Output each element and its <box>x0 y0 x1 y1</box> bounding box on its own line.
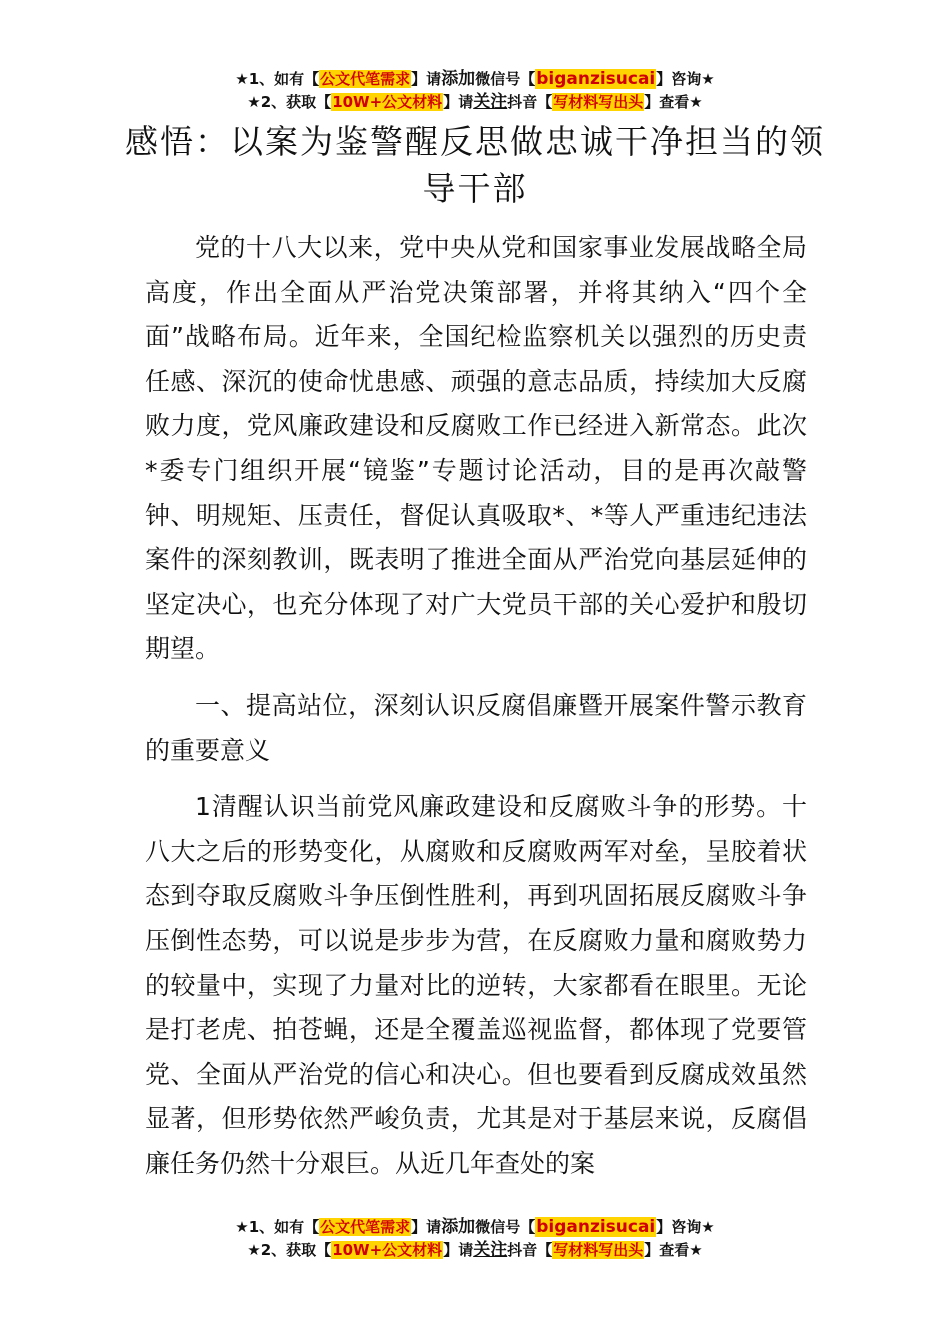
banner-emphasis: 添加 <box>441 1217 476 1237</box>
banner-line-1 <box>0 1216 950 1239</box>
banner-text: 抖音【 <box>507 1241 553 1259</box>
banner-line-1 <box>0 68 950 91</box>
banner-douyin-id: 写材料写出头 <box>553 1241 644 1259</box>
banner-douyin-id: 写材料写出头 <box>553 93 644 111</box>
banner-wechat-id: biganzisucai <box>536 69 656 89</box>
section-heading: 一、提高站位，深刻认识反腐倡廉暨开展案件警示教育的重要意义 <box>145 690 807 765</box>
banner-line-2 <box>0 91 950 114</box>
banner-text: 微信号【 <box>475 70 536 88</box>
banner-text: 】咨询★ <box>656 70 715 88</box>
banner-highlight: 10W+公文材料 <box>332 1241 443 1259</box>
banner-text: 】查看★ <box>644 1241 703 1259</box>
banner-highlight: 公文代笔需求 <box>320 1218 411 1236</box>
banner-text: 】查看★ <box>644 93 703 111</box>
banner-highlight: 10W+公文材料 <box>332 93 443 111</box>
banner-text: 微信号【 <box>475 1218 536 1236</box>
footer-banner <box>0 1216 950 1262</box>
paragraph-intro: 党的十八大以来，党中央从党和国家事业发展战略全局高度，作出全面从严治党决策部署，并将其纳入“四个全面”战略布局。近年来，全国纪检监察机关以强烈的历史责任感、深沉的使命忧患感、顽强的意志品质，持续加大反腐败力度，党风廉政建设和反腐败工作已经进入新常态。此次*委专门组织开展“镜鉴”专题讨论活动，目的是再次敲警钟、明规矩、压责任，督促认真吸取*、*等人严重违纪违法案件的深刻教训，既表明了推进全面从严治党向基层延伸的坚定决心，也充分体现了对广大党员干部的关心爱护和殷切期望。 <box>145 233 807 664</box>
header-banner <box>0 68 950 114</box>
banner-emphasis: 添加 <box>441 69 476 89</box>
banner-text: ★1、如有【 <box>235 1218 320 1236</box>
paragraph-point-1: 1清醒认识当前党风廉政建设和反腐败斗争的形势。十八大之后的形势变化，从腐败和反腐败两军对垒，呈胶着状态到夺取反腐败斗争压倒性胜利，再到巩固拓展反腐败斗争压倒性态势，可以说是步步为营，在反腐败力量和腐败势力的较量中，实现了力量对比的逆转，大家都看在眼里。无论是打老虎、拍苍蝇，还是全覆盖巡视监督，都体现了党要管党、全面从严治党的信心和决心。但也要看到反腐成效虽然显著，但形势依然严峻负责，尤其是对于基层来说，反腐倡廉任务仍然十分艰巨。从近几年查处的案 <box>145 792 807 1178</box>
banner-line-2 <box>0 1239 950 1262</box>
banner-text: 】请 <box>411 1218 442 1236</box>
document-title: 感悟：以案为鉴警醒反思做忠诚干净担当的领导干部 <box>125 122 825 208</box>
banner-wechat-id: biganzisucai <box>536 1217 656 1237</box>
banner-highlight: 公文代笔需求 <box>320 70 411 88</box>
banner-text: 】请 <box>443 93 474 111</box>
document-body <box>145 226 807 1186</box>
banner-text: 】请 <box>411 70 442 88</box>
banner-text: ★2、获取【 <box>247 1241 332 1259</box>
banner-emphasis: 关注 <box>473 92 508 112</box>
banner-text: ★1、如有【 <box>235 70 320 88</box>
banner-text: 】咨询★ <box>656 1218 715 1236</box>
banner-text: ★2、获取【 <box>247 93 332 111</box>
banner-emphasis: 关注 <box>473 1240 508 1260</box>
banner-text: 抖音【 <box>507 93 553 111</box>
banner-text: 】请 <box>443 1241 474 1259</box>
